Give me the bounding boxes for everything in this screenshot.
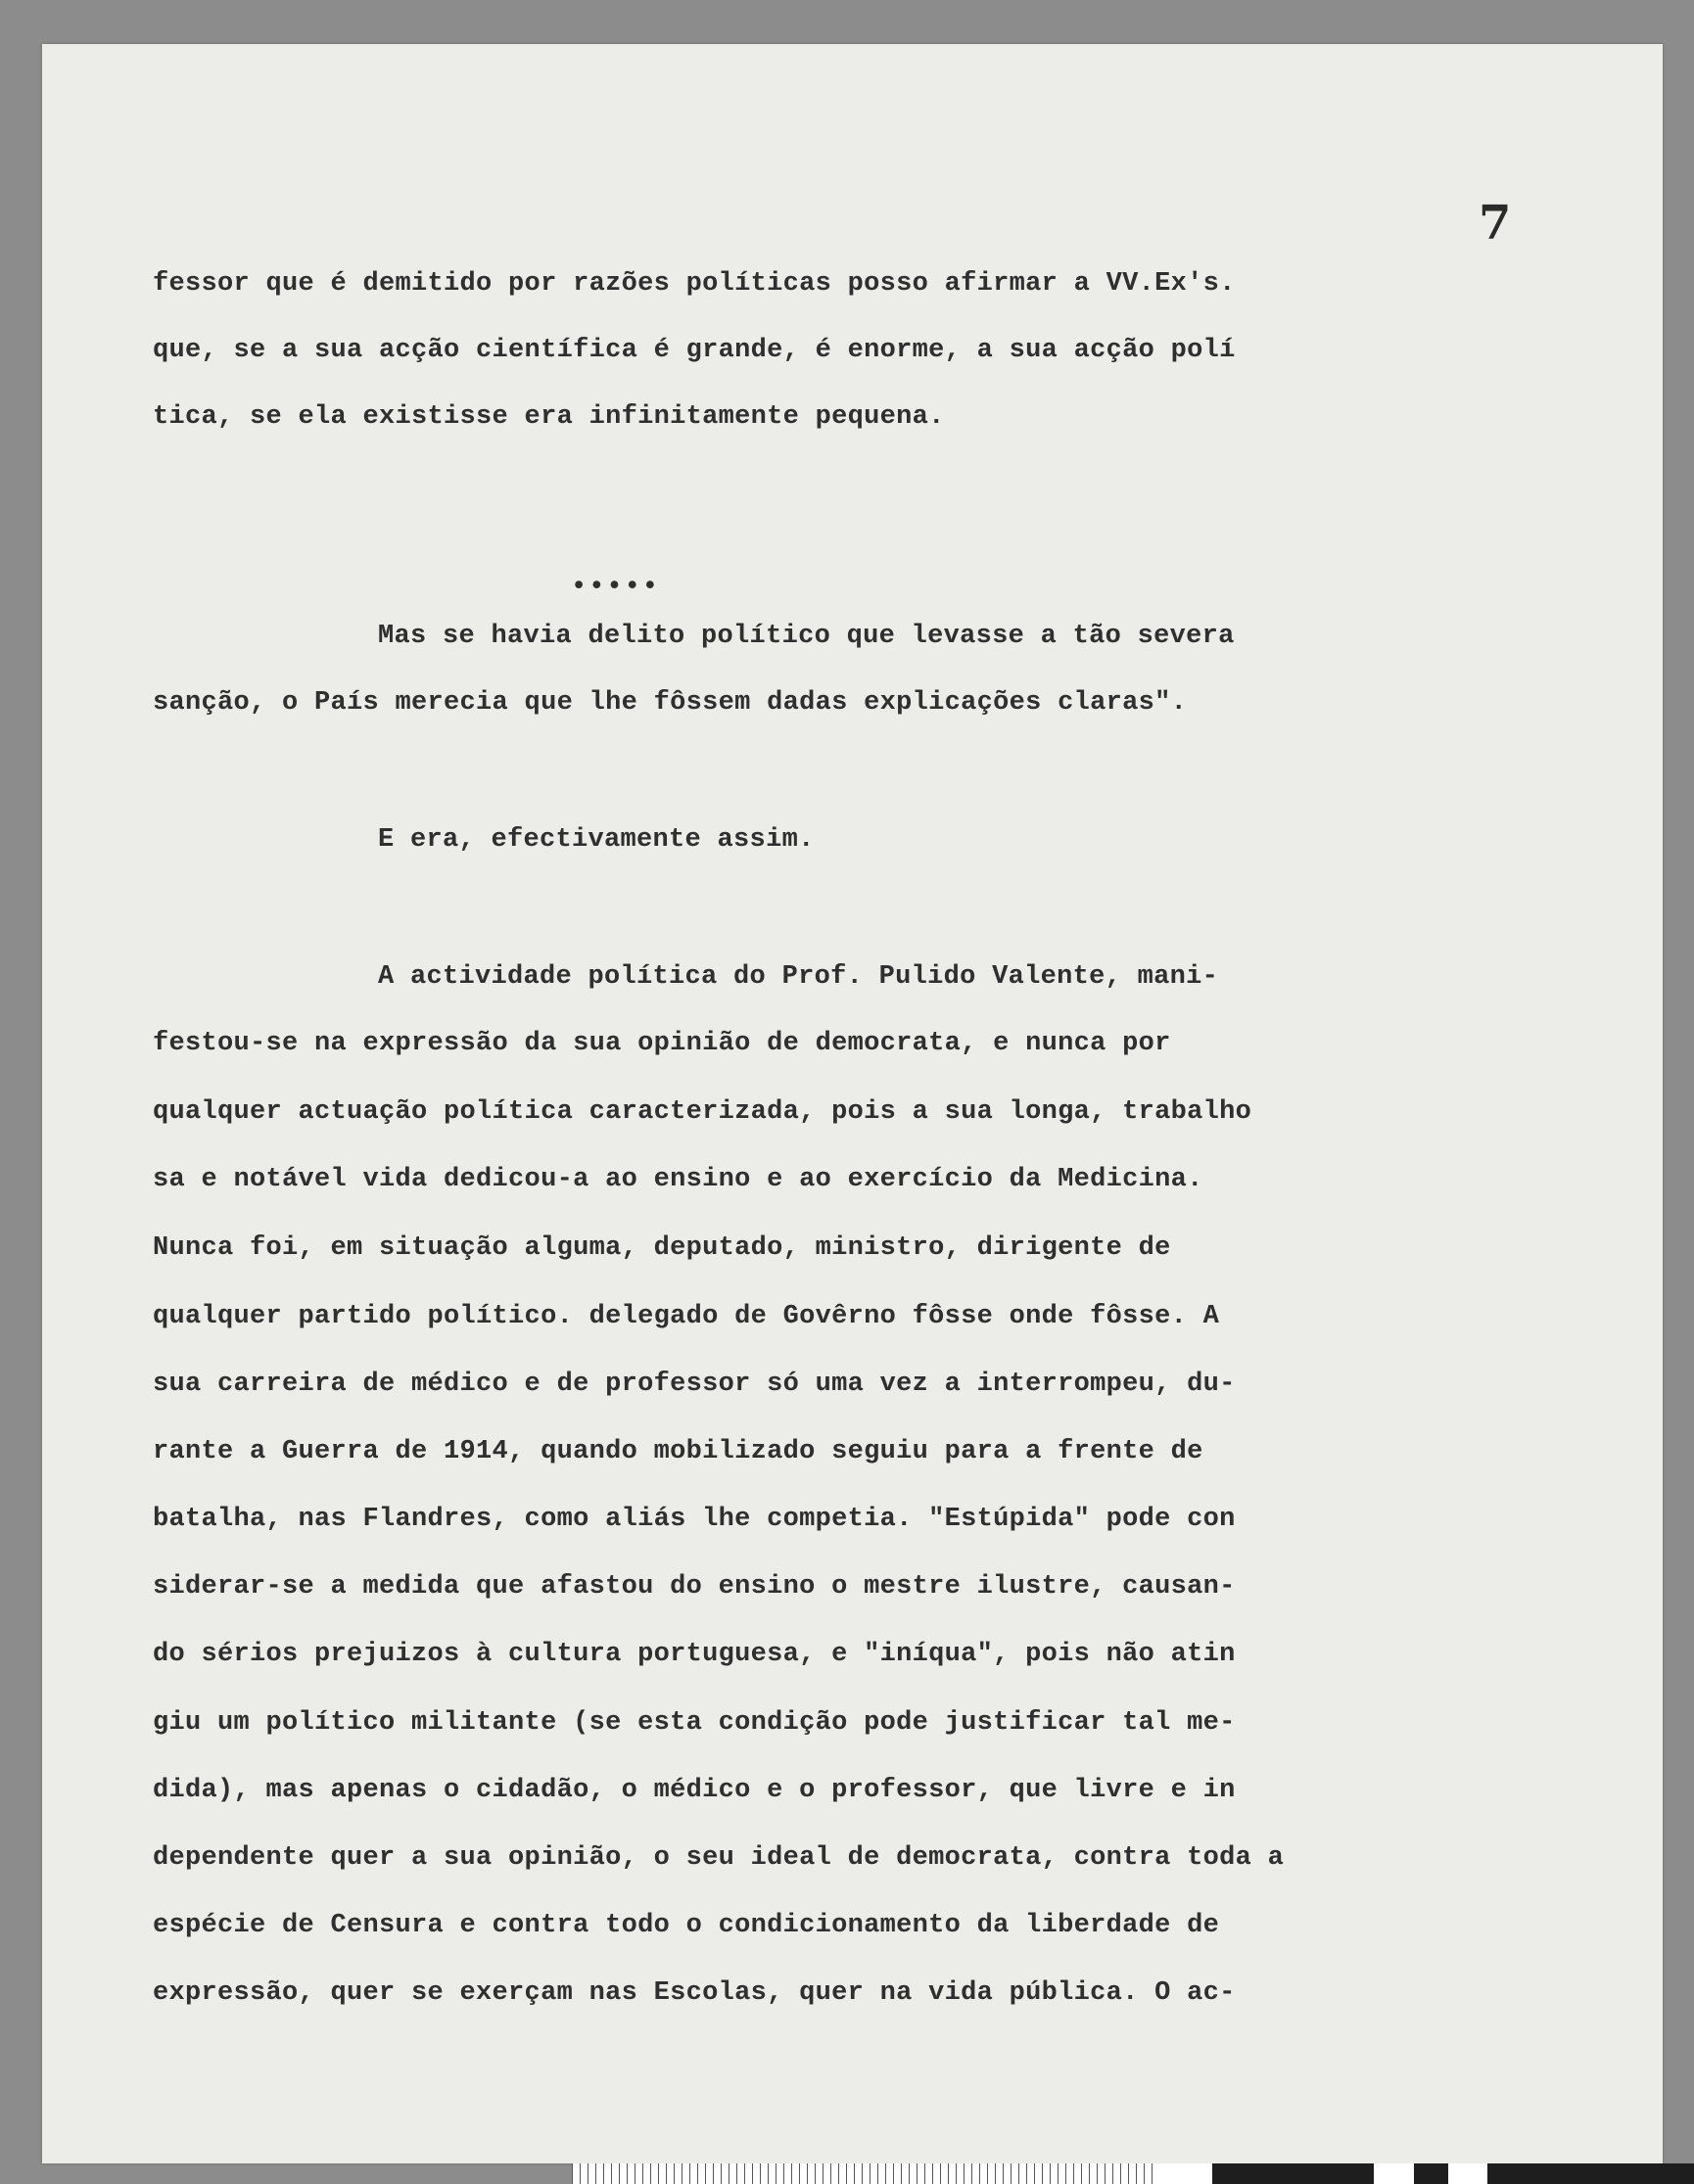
text-line: expressão, quer se exerçam nas Escolas, quer na vida pública. O ac- <box>153 1978 1236 2008</box>
text-line: festou-se na expressão da sua opinião de democrata, e nunca por <box>153 1029 1171 1058</box>
scale-ruler-ticks <box>572 2163 1159 2184</box>
text-line: que, se a sua acção científica é grande, é enorme, a sua acção polí <box>153 336 1236 365</box>
text-line: Nunca foi, em situação alguma, deputado, ministro, dirigente de <box>153 1233 1171 1263</box>
text-line: giu um político militante (se esta condição pode justificar tal me- <box>153 1708 1236 1738</box>
text-line: A actividade política do Prof. Pulido Valente, mani- <box>378 962 1219 992</box>
scale-ruler-block <box>1487 2163 1694 2184</box>
page-number: 7 <box>1479 196 1512 251</box>
scale-ruler-block <box>1212 2163 1374 2184</box>
text-line: dida), mas apenas o cidadão, o médico e o professor, que livre e in <box>153 1776 1236 1805</box>
text-line: fessor que é demitido por razões políticas posso afirmar a VV.Ex's. <box>153 269 1236 299</box>
text-line: batalha, nas Flandres, como aliás lhe competia. "Estúpida" pode con <box>153 1505 1236 1534</box>
text-line: Mas se havia delito político que levasse a tão severa <box>378 622 1235 651</box>
text-line: dependente quer a sua opinião, o seu ideal de democrata, contra toda a <box>153 1843 1285 1873</box>
text-line: sanção, o País merecia que lhe fôssem dadas explicações claras". <box>153 688 1188 718</box>
typewritten-page <box>42 44 1663 2163</box>
text-line: E era, efectivamente assim. <box>378 825 815 855</box>
text-line: do sérios prejuizos à cultura portuguesa, e "iníqua", pois não atin <box>153 1640 1236 1669</box>
scale-ruler-block <box>1414 2163 1448 2184</box>
text-line: siderar-se a medida que afastou do ensino o mestre ilustre, causan- <box>153 1572 1236 1602</box>
scale-ruler <box>572 2163 1694 2184</box>
text-line: tica, se ela existisse era infinitamente pequena. <box>153 402 945 432</box>
text-line: espécie de Censura e contra todo o condicionamento da liberdade de <box>153 1911 1220 1940</box>
section-separator: ••••• <box>571 573 661 602</box>
text-line: sa e notável vida dedicou-a ao ensino e ao exercício da Medicina. <box>153 1165 1203 1194</box>
text-line: qualquer actuação política caracterizada, pois a sua longa, trabalho <box>153 1097 1252 1127</box>
text-line: sua carreira de médico e de professor só uma vez a interrompeu, du- <box>153 1370 1236 1399</box>
text-line: rante a Guerra de 1914, quando mobilizado seguiu para a frente de <box>153 1437 1203 1466</box>
text-line: qualquer partido político. delegado de Govêrno fôsse onde fôsse. A <box>153 1302 1220 1331</box>
